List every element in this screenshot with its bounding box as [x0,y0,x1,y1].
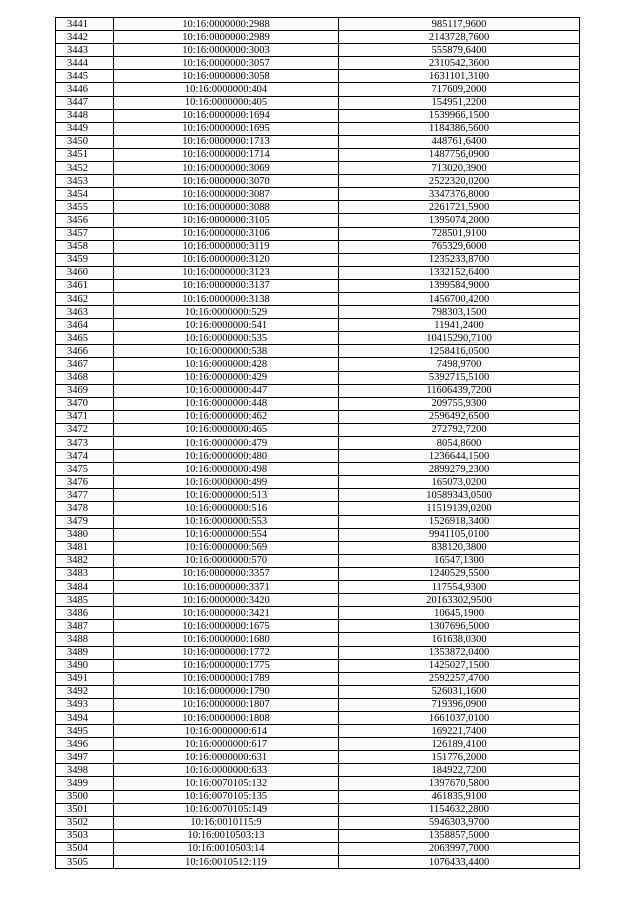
value-cell: 2310542,3600 [339,57,580,70]
table-row [56,450,580,463]
cadastral-number-cell: 10:16:0000000:529 [114,306,339,319]
row-number-cell: 3494 [56,711,114,724]
table-row [56,188,580,201]
table-row [56,528,580,541]
row-number-cell: 3458 [56,240,114,253]
value-cell: 985117,9600 [339,18,580,31]
cadastral-number-cell: 10:16:0000000:429 [114,371,339,384]
table-row [56,725,580,738]
table-row [56,306,580,319]
cadastral-number-cell: 10:16:0000000:3057 [114,57,339,70]
value-cell: 11941,2400 [339,319,580,332]
value-cell: 117554,9300 [339,581,580,594]
row-number-cell: 3469 [56,384,114,397]
value-cell: 838120,3800 [339,541,580,554]
cadastral-number-cell: 10:16:0000000:3138 [114,292,339,305]
row-number-cell: 3498 [56,764,114,777]
row-number-cell: 3449 [56,122,114,135]
table-row [56,790,580,803]
cadastral-number-cell: 10:16:0000000:3069 [114,162,339,175]
cadastral-number-cell: 10:16:0000000:498 [114,463,339,476]
row-number-cell: 3497 [56,751,114,764]
row-number-cell: 3452 [56,162,114,175]
row-number-cell: 3495 [56,725,114,738]
value-cell: 1076433,4400 [339,856,580,869]
cadastral-number-cell: 10:16:0000000:538 [114,345,339,358]
table-row [56,476,580,489]
row-number-cell: 3466 [56,345,114,358]
table-row [56,410,580,423]
cadastral-number-cell: 10:16:0000000:3088 [114,201,339,214]
value-cell: 1184386,5600 [339,122,580,135]
row-number-cell: 3456 [56,214,114,227]
cadastral-number-cell: 10:16:0000000:1714 [114,148,339,161]
row-number-cell: 3476 [56,476,114,489]
cadastral-number-cell: 10:16:0000000:1680 [114,633,339,646]
cadastral-number-cell: 10:16:0000000:614 [114,725,339,738]
cadastral-values-table [55,17,580,869]
value-cell: 20163302,9500 [339,594,580,607]
cadastral-number-cell: 10:16:0000000:617 [114,738,339,751]
value-cell: 765329,6000 [339,240,580,253]
row-number-cell: 3471 [56,410,114,423]
cadastral-number-cell: 10:16:0000000:479 [114,437,339,450]
table-row [56,567,580,580]
row-number-cell: 3447 [56,96,114,109]
cadastral-number-cell: 10:16:0000000:513 [114,489,339,502]
row-number-cell: 3490 [56,659,114,672]
row-number-cell: 3442 [56,31,114,44]
value-cell: 8054,8600 [339,437,580,450]
table-row [56,829,580,842]
value-cell: 1526918,3400 [339,515,580,528]
cadastral-number-cell: 10:16:0000000:447 [114,384,339,397]
table-row [56,751,580,764]
cadastral-number-cell: 10:16:0000000:1807 [114,698,339,711]
table-row [56,489,580,502]
row-number-cell: 3446 [56,83,114,96]
value-cell: 1353872,0400 [339,646,580,659]
table-row [56,83,580,96]
table-row [56,345,580,358]
row-number-cell: 3445 [56,70,114,83]
value-cell: 9941105,0100 [339,528,580,541]
row-number-cell: 3461 [56,279,114,292]
cadastral-number-cell: 10:16:0000000:465 [114,423,339,436]
row-number-cell: 3443 [56,44,114,57]
table-row [56,437,580,450]
row-number-cell: 3477 [56,489,114,502]
cadastral-number-cell: 10:16:0000000:1713 [114,135,339,148]
value-cell: 798303,1500 [339,306,580,319]
table-row [56,162,580,175]
cadastral-number-cell: 10:16:0000000:2988 [114,18,339,31]
value-cell: 1397670,5800 [339,777,580,790]
table-row [56,777,580,790]
cadastral-number-cell: 10:16:0000000:3105 [114,214,339,227]
row-number-cell: 3467 [56,358,114,371]
table-row [56,816,580,829]
value-cell: 1456700,4200 [339,292,580,305]
row-number-cell: 3474 [56,450,114,463]
cadastral-number-cell: 10:16:0000000:3421 [114,607,339,620]
table-row [56,738,580,751]
table-row [56,319,580,332]
value-cell: 10415290,7100 [339,332,580,345]
table-row [56,358,580,371]
row-number-cell: 3485 [56,594,114,607]
value-cell: 461835,9100 [339,790,580,803]
row-number-cell: 3454 [56,188,114,201]
cadastral-number-cell: 10:16:0000000:3420 [114,594,339,607]
table-row [56,175,580,188]
value-cell: 1358857,5000 [339,829,580,842]
cadastral-number-cell: 10:16:0000000:1772 [114,646,339,659]
value-cell: 165073,0200 [339,476,580,489]
cadastral-number-cell: 10:16:0000000:3357 [114,567,339,580]
table-row [56,698,580,711]
row-number-cell: 3496 [56,738,114,751]
value-cell: 2596492,6500 [339,410,580,423]
value-cell: 154951,2200 [339,96,580,109]
table-row [56,201,580,214]
table-row [56,70,580,83]
table-row [56,463,580,476]
table-row [56,292,580,305]
value-cell: 161638,0300 [339,633,580,646]
value-cell: 713020,3900 [339,162,580,175]
table-row [56,109,580,122]
row-number-cell: 3505 [56,856,114,869]
cadastral-number-cell: 10:16:0000000:3137 [114,279,339,292]
table-row [56,266,580,279]
value-cell: 1487756,0900 [339,148,580,161]
value-cell: 719396,0900 [339,698,580,711]
table-row [56,44,580,57]
cadastral-number-cell: 10:16:0010503:14 [114,842,339,855]
cadastral-number-cell: 10:16:0000000:541 [114,319,339,332]
value-cell: 1235233,8700 [339,253,580,266]
table-row [56,515,580,528]
value-cell: 1307696,5000 [339,620,580,633]
value-cell: 169221,7400 [339,725,580,738]
table-row [56,96,580,109]
table-row [56,18,580,31]
row-number-cell: 3450 [56,135,114,148]
table-row [56,633,580,646]
cadastral-number-cell: 10:16:0010503:13 [114,829,339,842]
cadastral-number-cell: 10:16:0000000:569 [114,541,339,554]
value-cell: 1539966,1500 [339,109,580,122]
table-row [56,384,580,397]
cadastral-number-cell: 10:16:0000000:462 [114,410,339,423]
row-number-cell: 3441 [56,18,114,31]
row-number-cell: 3482 [56,554,114,567]
cadastral-number-cell: 10:16:0000000:554 [114,528,339,541]
row-number-cell: 3500 [56,790,114,803]
value-cell: 184922,7200 [339,764,580,777]
table-row [56,227,580,240]
table-row [56,541,580,554]
value-cell: 1425027,1500 [339,659,580,672]
value-cell: 5946303,9700 [339,816,580,829]
row-number-cell: 3484 [56,581,114,594]
table-row [56,581,580,594]
row-number-cell: 3472 [56,423,114,436]
row-number-cell: 3473 [56,437,114,450]
value-cell: 209755,9300 [339,397,580,410]
cadastral-number-cell: 10:16:0000000:1695 [114,122,339,135]
table-row [56,646,580,659]
cadastral-number-cell: 10:16:0070105:132 [114,777,339,790]
cadastral-number-cell: 10:16:0000000:1775 [114,659,339,672]
value-cell: 1258416,0500 [339,345,580,358]
row-number-cell: 3455 [56,201,114,214]
value-cell: 728501,9100 [339,227,580,240]
table-row [56,148,580,161]
row-number-cell: 3480 [56,528,114,541]
cadastral-number-cell: 10:16:0000000:516 [114,502,339,515]
row-number-cell: 3487 [56,620,114,633]
value-cell: 1240529,5500 [339,567,580,580]
row-number-cell: 3503 [56,829,114,842]
table-row [56,842,580,855]
row-number-cell: 3502 [56,816,114,829]
cadastral-number-cell: 10:16:0000000:3120 [114,253,339,266]
row-number-cell: 3475 [56,463,114,476]
table-row [56,803,580,816]
cadastral-number-cell: 10:16:0000000:448 [114,397,339,410]
table-row [56,371,580,384]
value-cell: 526031,1600 [339,685,580,698]
row-number-cell: 3463 [56,306,114,319]
value-cell: 1631101,3100 [339,70,580,83]
table-row [56,502,580,515]
cadastral-number-cell: 10:16:0000000:3058 [114,70,339,83]
row-number-cell: 3448 [56,109,114,122]
cadastral-number-cell: 10:16:0000000:2989 [114,31,339,44]
table-row [56,240,580,253]
value-cell: 7498,9700 [339,358,580,371]
table-row [56,31,580,44]
cadastral-number-cell: 10:16:0000000:428 [114,358,339,371]
table-row [56,279,580,292]
row-number-cell: 3444 [56,57,114,70]
cadastral-number-cell: 10:16:0000000:3371 [114,581,339,594]
value-cell: 2143728,7600 [339,31,580,44]
cadastral-number-cell: 10:16:0000000:404 [114,83,339,96]
cadastral-number-cell: 10:16:0000000:3119 [114,240,339,253]
value-cell: 126189,4100 [339,738,580,751]
value-cell: 1236644,1500 [339,450,580,463]
row-number-cell: 3483 [56,567,114,580]
row-number-cell: 3488 [56,633,114,646]
table-row [56,594,580,607]
table-row [56,57,580,70]
value-cell: 1661037,0100 [339,711,580,724]
cadastral-number-cell: 10:16:0000000:3123 [114,266,339,279]
table-row [56,122,580,135]
row-number-cell: 3464 [56,319,114,332]
row-number-cell: 3462 [56,292,114,305]
value-cell: 717609,2000 [339,83,580,96]
row-number-cell: 3459 [56,253,114,266]
value-cell: 2522320,0200 [339,175,580,188]
table-row [56,659,580,672]
cadastral-number-cell: 10:16:0010115:9 [114,816,339,829]
cadastral-number-cell: 10:16:0000000:3003 [114,44,339,57]
table-row [56,135,580,148]
table-row [56,856,580,869]
cadastral-number-cell: 10:16:0000000:1808 [114,711,339,724]
cadastral-number-cell: 10:16:0000000:405 [114,96,339,109]
row-number-cell: 3451 [56,148,114,161]
value-cell: 10645,1900 [339,607,580,620]
cadastral-number-cell: 10:16:0000000:535 [114,332,339,345]
cadastral-number-cell: 10:16:0000000:553 [114,515,339,528]
table-row [56,711,580,724]
table-row [56,214,580,227]
row-number-cell: 3468 [56,371,114,384]
row-number-cell: 3453 [56,175,114,188]
table-row [56,620,580,633]
cadastral-number-cell: 10:16:0000000:1789 [114,672,339,685]
table-row [56,607,580,620]
row-number-cell: 3489 [56,646,114,659]
table-row [56,554,580,567]
value-cell: 11606439,7200 [339,384,580,397]
table-row [56,332,580,345]
row-number-cell: 3501 [56,803,114,816]
row-number-cell: 3478 [56,502,114,515]
row-number-cell: 3492 [56,685,114,698]
row-number-cell: 3486 [56,607,114,620]
cadastral-number-cell: 10:16:0000000:3087 [114,188,339,201]
table-row [56,764,580,777]
value-cell: 272792,7200 [339,423,580,436]
cadastral-number-cell: 10:16:0000000:1694 [114,109,339,122]
value-cell: 1332152,6400 [339,266,580,279]
row-number-cell: 3479 [56,515,114,528]
value-cell: 5392715,5100 [339,371,580,384]
row-number-cell: 3481 [56,541,114,554]
value-cell: 3347376,8000 [339,188,580,201]
value-cell: 10589343,0500 [339,489,580,502]
row-number-cell: 3460 [56,266,114,279]
row-number-cell: 3470 [56,397,114,410]
cadastral-number-cell: 10:16:0010512:119 [114,856,339,869]
value-cell: 11519139,0200 [339,502,580,515]
table-row [56,397,580,410]
value-cell: 555879,6400 [339,44,580,57]
value-cell: 448761,6400 [339,135,580,148]
cadastral-number-cell: 10:16:0000000:631 [114,751,339,764]
cadastral-number-cell: 10:16:0000000:499 [114,476,339,489]
cadastral-number-cell: 10:16:0000000:480 [114,450,339,463]
row-number-cell: 3457 [56,227,114,240]
value-cell: 1399584,9000 [339,279,580,292]
table-row [56,253,580,266]
value-cell: 2592257,4700 [339,672,580,685]
cadastral-number-cell: 10:16:0070105:149 [114,803,339,816]
row-number-cell: 3493 [56,698,114,711]
row-number-cell: 3504 [56,842,114,855]
cadastral-number-cell: 10:16:0000000:3070 [114,175,339,188]
row-number-cell: 3491 [56,672,114,685]
cadastral-number-cell: 10:16:0000000:570 [114,554,339,567]
cadastral-number-cell: 10:16:0000000:1790 [114,685,339,698]
value-cell: 151776,2000 [339,751,580,764]
value-cell: 16547,1300 [339,554,580,567]
value-cell: 2261721,5900 [339,201,580,214]
table-body [56,18,580,869]
table-row [56,672,580,685]
table-row [56,423,580,436]
value-cell: 2063997,7000 [339,842,580,855]
row-number-cell: 3465 [56,332,114,345]
cadastral-number-cell: 10:16:0000000:1675 [114,620,339,633]
row-number-cell: 3499 [56,777,114,790]
table-row [56,685,580,698]
value-cell: 2899279,2300 [339,463,580,476]
cadastral-number-cell: 10:16:0000000:633 [114,764,339,777]
value-cell: 1154632,2800 [339,803,580,816]
cadastral-number-cell: 10:16:0070105:135 [114,790,339,803]
value-cell: 1395074,2000 [339,214,580,227]
cadastral-number-cell: 10:16:0000000:3106 [114,227,339,240]
